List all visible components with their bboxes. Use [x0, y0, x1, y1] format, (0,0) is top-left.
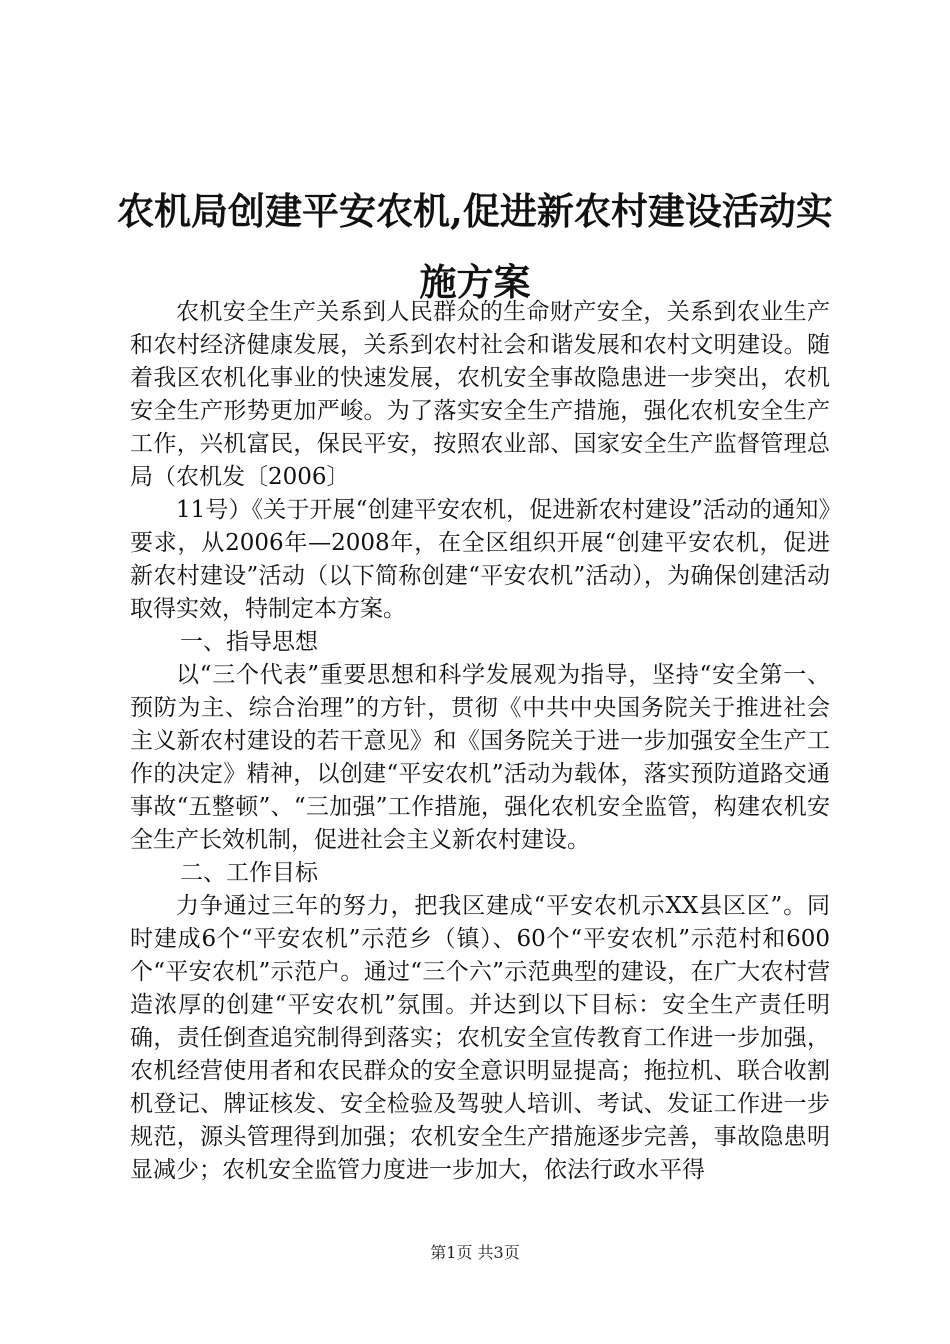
page-footer: 第1页 共3页: [430, 1243, 520, 1262]
paragraph-guiding-ideology: 以“三个代表”重要思想和科学发展观为指导，坚持“安全第一、预防为主、综合治理”的方针，贯彻《中共中央国务院关于推进社会主义新农村建设的若干意见》和《国务院关于进一步加强安全生产工作的决定》精神，以创建“平安农机”活动为载体，落实预防道路交通事故“五整顿”、“三加强”工作措施，强化农机安全监管，构建农机安全生产长效机制，促进社会主义新农村建设。: [130, 662, 830, 853]
document-body: [130, 296, 830, 1187]
section-heading-work-goals: 二、工作目标: [180, 860, 318, 886]
paragraph-intro: 农机安全生产关系到人民群众的生命财产安全，关系到农业生产和农村经济健康发展，关系到农村社会和谐发展和农村文明建设。随着我区农机化事业的快速发展，农机安全事故隐患进一步突出，农机安全生产形势更加严峻。为了落实安全生产措施，强化农机安全生产工作，兴机富民，保民平安，按照农业部、国家安全生产监督管理总局（农机发〔2006〕: [130, 299, 830, 490]
paragraph-notice: 11号）《关于开展“创建平安农机，促进新农村建设”活动的通知》要求，从2006年—2008年，在全区组织开展“创建平安农机，促进新农村建设”活动（以下简称创建“平安农机”活动），为确保创建活动取得实效，特制定本方案。: [130, 497, 830, 622]
document-title-line-1: 农机局创建平安农机,促进新农村建设活动实: [117, 189, 833, 233]
section-heading-guiding-ideology: 一、指导思想: [180, 629, 318, 655]
document-title-line-2: 施方案: [419, 260, 531, 304]
paragraph-work-goals: 力争通过三年的努力，把我区建成“平安农机示XX县区区”。同时建成6个“平安农机”示范乡（镇）、60个“平安农机”示范村和600个“平安农机”示范户。通过“三个六”示范典型的建设，在广大农村营造浓厚的创建“平安农机”氛围。并达到以下目标：安全生产责任明确，责任倒查追究制得到落实；农机安全宣传教育工作进一步加强，农机经营使用者和农民群众的安全意识明显提高；拖拉机、联合收割机登记、牌证核发、安全检验及驾驶人培训、考试、发证工作进一步规范，源头管理得到加强；农机安全生产措施逐步完善，事故隐患明显减少；农机安全监管力度进一步加大，依法行政水平得: [130, 893, 830, 1183]
